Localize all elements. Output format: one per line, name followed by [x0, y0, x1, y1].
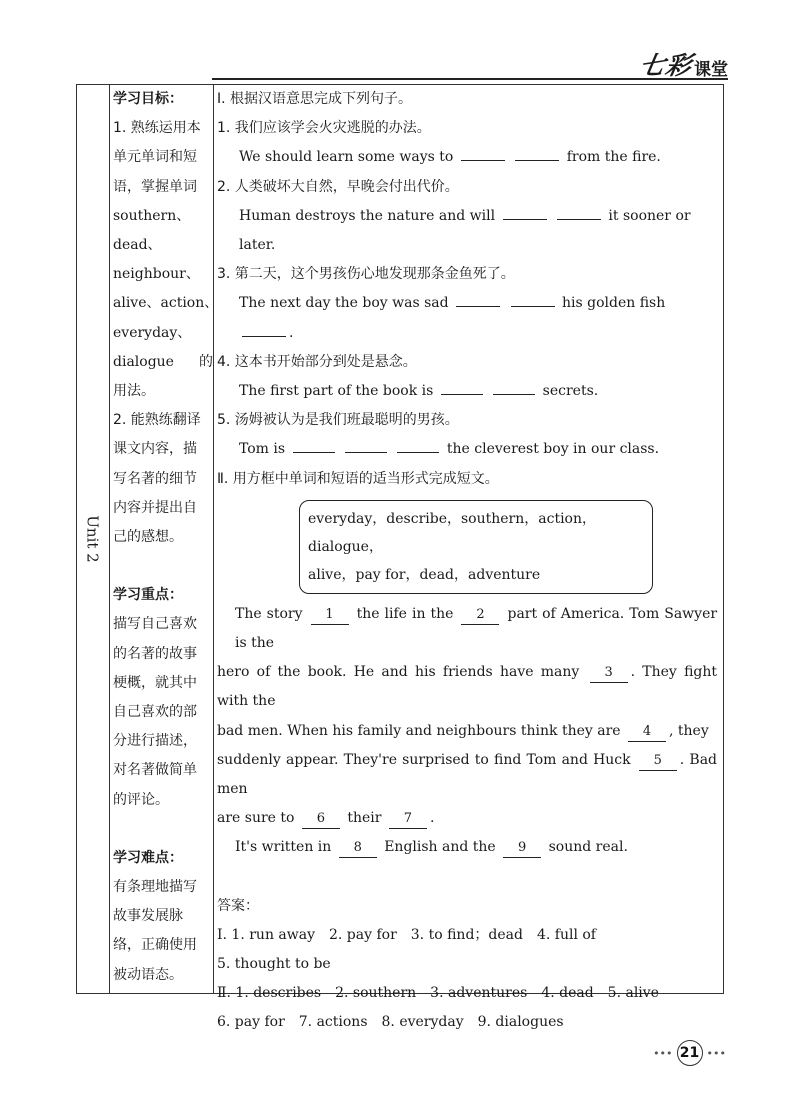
part1-title: Ⅰ. 根据汉语意思完成下列句子。	[217, 91, 413, 107]
sentence-text: the cleverest boy in our class.	[446, 441, 660, 458]
goal-word: dead、	[113, 237, 162, 254]
key-line: 的名著的故事	[113, 645, 197, 662]
cloze-blank-2: 2	[461, 606, 499, 625]
cloze-blank-6: 6	[302, 810, 340, 829]
q3-chinese: 3. 第二天，这个男孩伤心地发现那条金鱼死了。	[217, 266, 515, 283]
part2-title: Ⅱ. 用方框中单词和短语的适当形式完成短文。	[217, 470, 499, 487]
sentence-text: The first part of the book is	[239, 383, 434, 400]
passage-line	[217, 600, 717, 658]
sentence-text: his golden fish	[561, 295, 666, 312]
learning-goals-column	[113, 85, 219, 990]
answer-blank	[557, 203, 601, 220]
passage-text: the life in the	[356, 605, 454, 622]
goal-word: southern、	[113, 207, 191, 224]
key-line: 对名著做简单	[113, 762, 197, 779]
sentence-text: .	[289, 324, 294, 341]
key-line: 描写自己喜欢	[113, 616, 197, 633]
answer-blank	[503, 203, 547, 220]
unit-label	[77, 85, 109, 993]
passage-text: part of America. Tom Sawyer is the	[235, 605, 718, 652]
passage-text: . Bad men	[217, 751, 718, 798]
column-divider	[109, 85, 110, 993]
goal-line: 内容并提出自	[113, 499, 197, 516]
brand-logo	[637, 46, 728, 82]
q1-chinese: 1. 我们应该学会火灾逃脱的办法。	[217, 120, 431, 137]
passage-line	[217, 746, 717, 804]
cloze-blank-4: 4	[628, 723, 666, 742]
cloze-blank-3: 3	[590, 664, 628, 683]
word-bank-box	[299, 500, 653, 594]
answer-blank	[515, 144, 559, 161]
answer-blank	[345, 436, 387, 453]
goal-word: 的	[199, 353, 213, 370]
q2-english	[217, 202, 717, 260]
passage-text: bad men. When his family and neighbours think they are	[217, 722, 621, 739]
q5-chinese: 5. 汤姆被认为是我们班最聪明的男孩。	[217, 412, 459, 429]
passage-text: . They fight with the	[217, 664, 718, 710]
goal-word: neighbour、	[113, 266, 200, 283]
sentence-text: it sooner or later.	[239, 207, 691, 254]
key-line: 分进行描述，	[113, 733, 197, 750]
sentence-text: Human destroys the nature and will	[239, 207, 496, 224]
answer-blank	[441, 378, 483, 395]
column-divider	[213, 85, 214, 993]
difficulty-line: 故事发展脉	[113, 908, 183, 925]
goal-line: 单元单词和短	[113, 149, 197, 166]
sentence-text: secrets.	[542, 383, 599, 400]
word-bank-line: everyday，describe，southern，action，dialogue，	[308, 510, 596, 555]
passage-line	[217, 658, 717, 716]
goal-line: 语，掌握单词	[113, 178, 197, 195]
goal-word: everyday、	[113, 324, 192, 341]
brand-script: 七彩	[637, 51, 695, 80]
difficulty-line: 络，正确使用	[113, 937, 197, 954]
sentence-text: We should learn some ways to	[239, 149, 454, 166]
answer-blank	[511, 290, 555, 307]
goal-word: action、	[160, 295, 219, 312]
goal-line: 1. 熟练运用本	[113, 120, 201, 137]
passage-text: The story	[235, 605, 303, 622]
page-number	[653, 1040, 726, 1066]
goal-line: 写名著的细节	[113, 470, 197, 487]
q4-chinese: 4. 这本书开始部分到处是悬念。	[217, 353, 417, 370]
answer-blank	[293, 436, 335, 453]
difficulty-line: 被动语态。	[113, 966, 183, 983]
answer-blank	[397, 436, 439, 453]
cloze-blank-7: 7	[389, 810, 427, 829]
passage-text: suddenly appear. They're surprised to find Tom and Huck	[217, 751, 631, 768]
q2-chinese: 2. 人类破坏大自然，早晚会付出代价。	[217, 178, 459, 195]
answer-line: 5. thought to be	[217, 956, 331, 973]
q4-english	[217, 377, 717, 406]
page-dots: •••	[706, 1046, 726, 1060]
goal-line: 2. 能熟练翻译	[113, 412, 201, 429]
cloze-blank-9: 9	[503, 839, 541, 858]
answers-heading: 答案：	[217, 897, 259, 914]
exercise-column	[217, 85, 717, 1038]
passage-text: , they	[669, 722, 709, 739]
word-bank-line: alive，pay for，dead，adventure	[308, 566, 541, 583]
header-rule	[212, 78, 728, 80]
key-points-heading: 学习重点：	[113, 587, 183, 604]
passage-text: .	[429, 810, 435, 827]
sentence-text: The next day the boy was sad	[239, 295, 449, 312]
cloze-passage	[217, 600, 717, 863]
goal-word: dialogue	[113, 353, 174, 370]
goal-line: 课文内容，描	[113, 441, 197, 458]
passage-line	[217, 717, 717, 746]
page-number-value: 21	[677, 1040, 703, 1066]
cloze-blank-5: 5	[639, 752, 677, 771]
key-line: 梗概，就其中	[113, 674, 197, 691]
difficulty-line: 有条理地描写	[113, 879, 197, 896]
sentence-text: Tom is	[239, 441, 286, 458]
q5-english	[217, 435, 717, 464]
brand-word: 课堂	[694, 60, 728, 80]
answer-blank	[456, 290, 500, 307]
passage-text: English and the	[384, 839, 496, 856]
sentence-text: from the fire.	[566, 149, 661, 166]
q1-english	[217, 143, 717, 172]
goal-line: 己的感想。	[113, 529, 183, 546]
unit-text: Unit 2	[84, 515, 103, 563]
passage-line	[217, 804, 717, 833]
goal-heading: 学习目标：	[113, 91, 183, 107]
key-line: 的评论。	[113, 791, 169, 808]
passage-line	[217, 833, 717, 862]
answer-line: 6. pay for 7. actions 8. everyday 9. dialogues	[217, 1014, 564, 1031]
goal-line: 用法。	[113, 383, 155, 400]
passage-text: sound real.	[548, 839, 628, 856]
worksheet-table	[76, 84, 724, 1031]
difficulty-heading: 学习难点：	[113, 849, 183, 866]
cloze-blank-8: 8	[339, 839, 377, 858]
answer-blank	[242, 320, 286, 337]
passage-text: hero of the book. He and his friends have many	[217, 664, 580, 681]
cloze-blank-1: 1	[311, 606, 349, 625]
key-line: 自己喜欢的部	[113, 704, 197, 721]
goal-word-pair	[113, 348, 213, 377]
answer-line: Ⅱ. 1. describes 2. southern 3. adventures 4. dead 5. alive	[217, 985, 659, 1002]
passage-text: their	[347, 810, 382, 827]
answer-blank	[461, 144, 505, 161]
q3-english	[217, 289, 717, 347]
answer-line: Ⅰ. 1. run away 2. pay for 3. to find；dead 4. full of	[217, 926, 596, 943]
passage-text: It's written in	[235, 839, 332, 856]
answer-blank	[493, 378, 535, 395]
page-dots: •••	[653, 1046, 673, 1060]
goal-word: alive、	[113, 295, 161, 312]
goal-word-pair	[113, 289, 219, 318]
passage-text: are sure to	[217, 810, 295, 827]
